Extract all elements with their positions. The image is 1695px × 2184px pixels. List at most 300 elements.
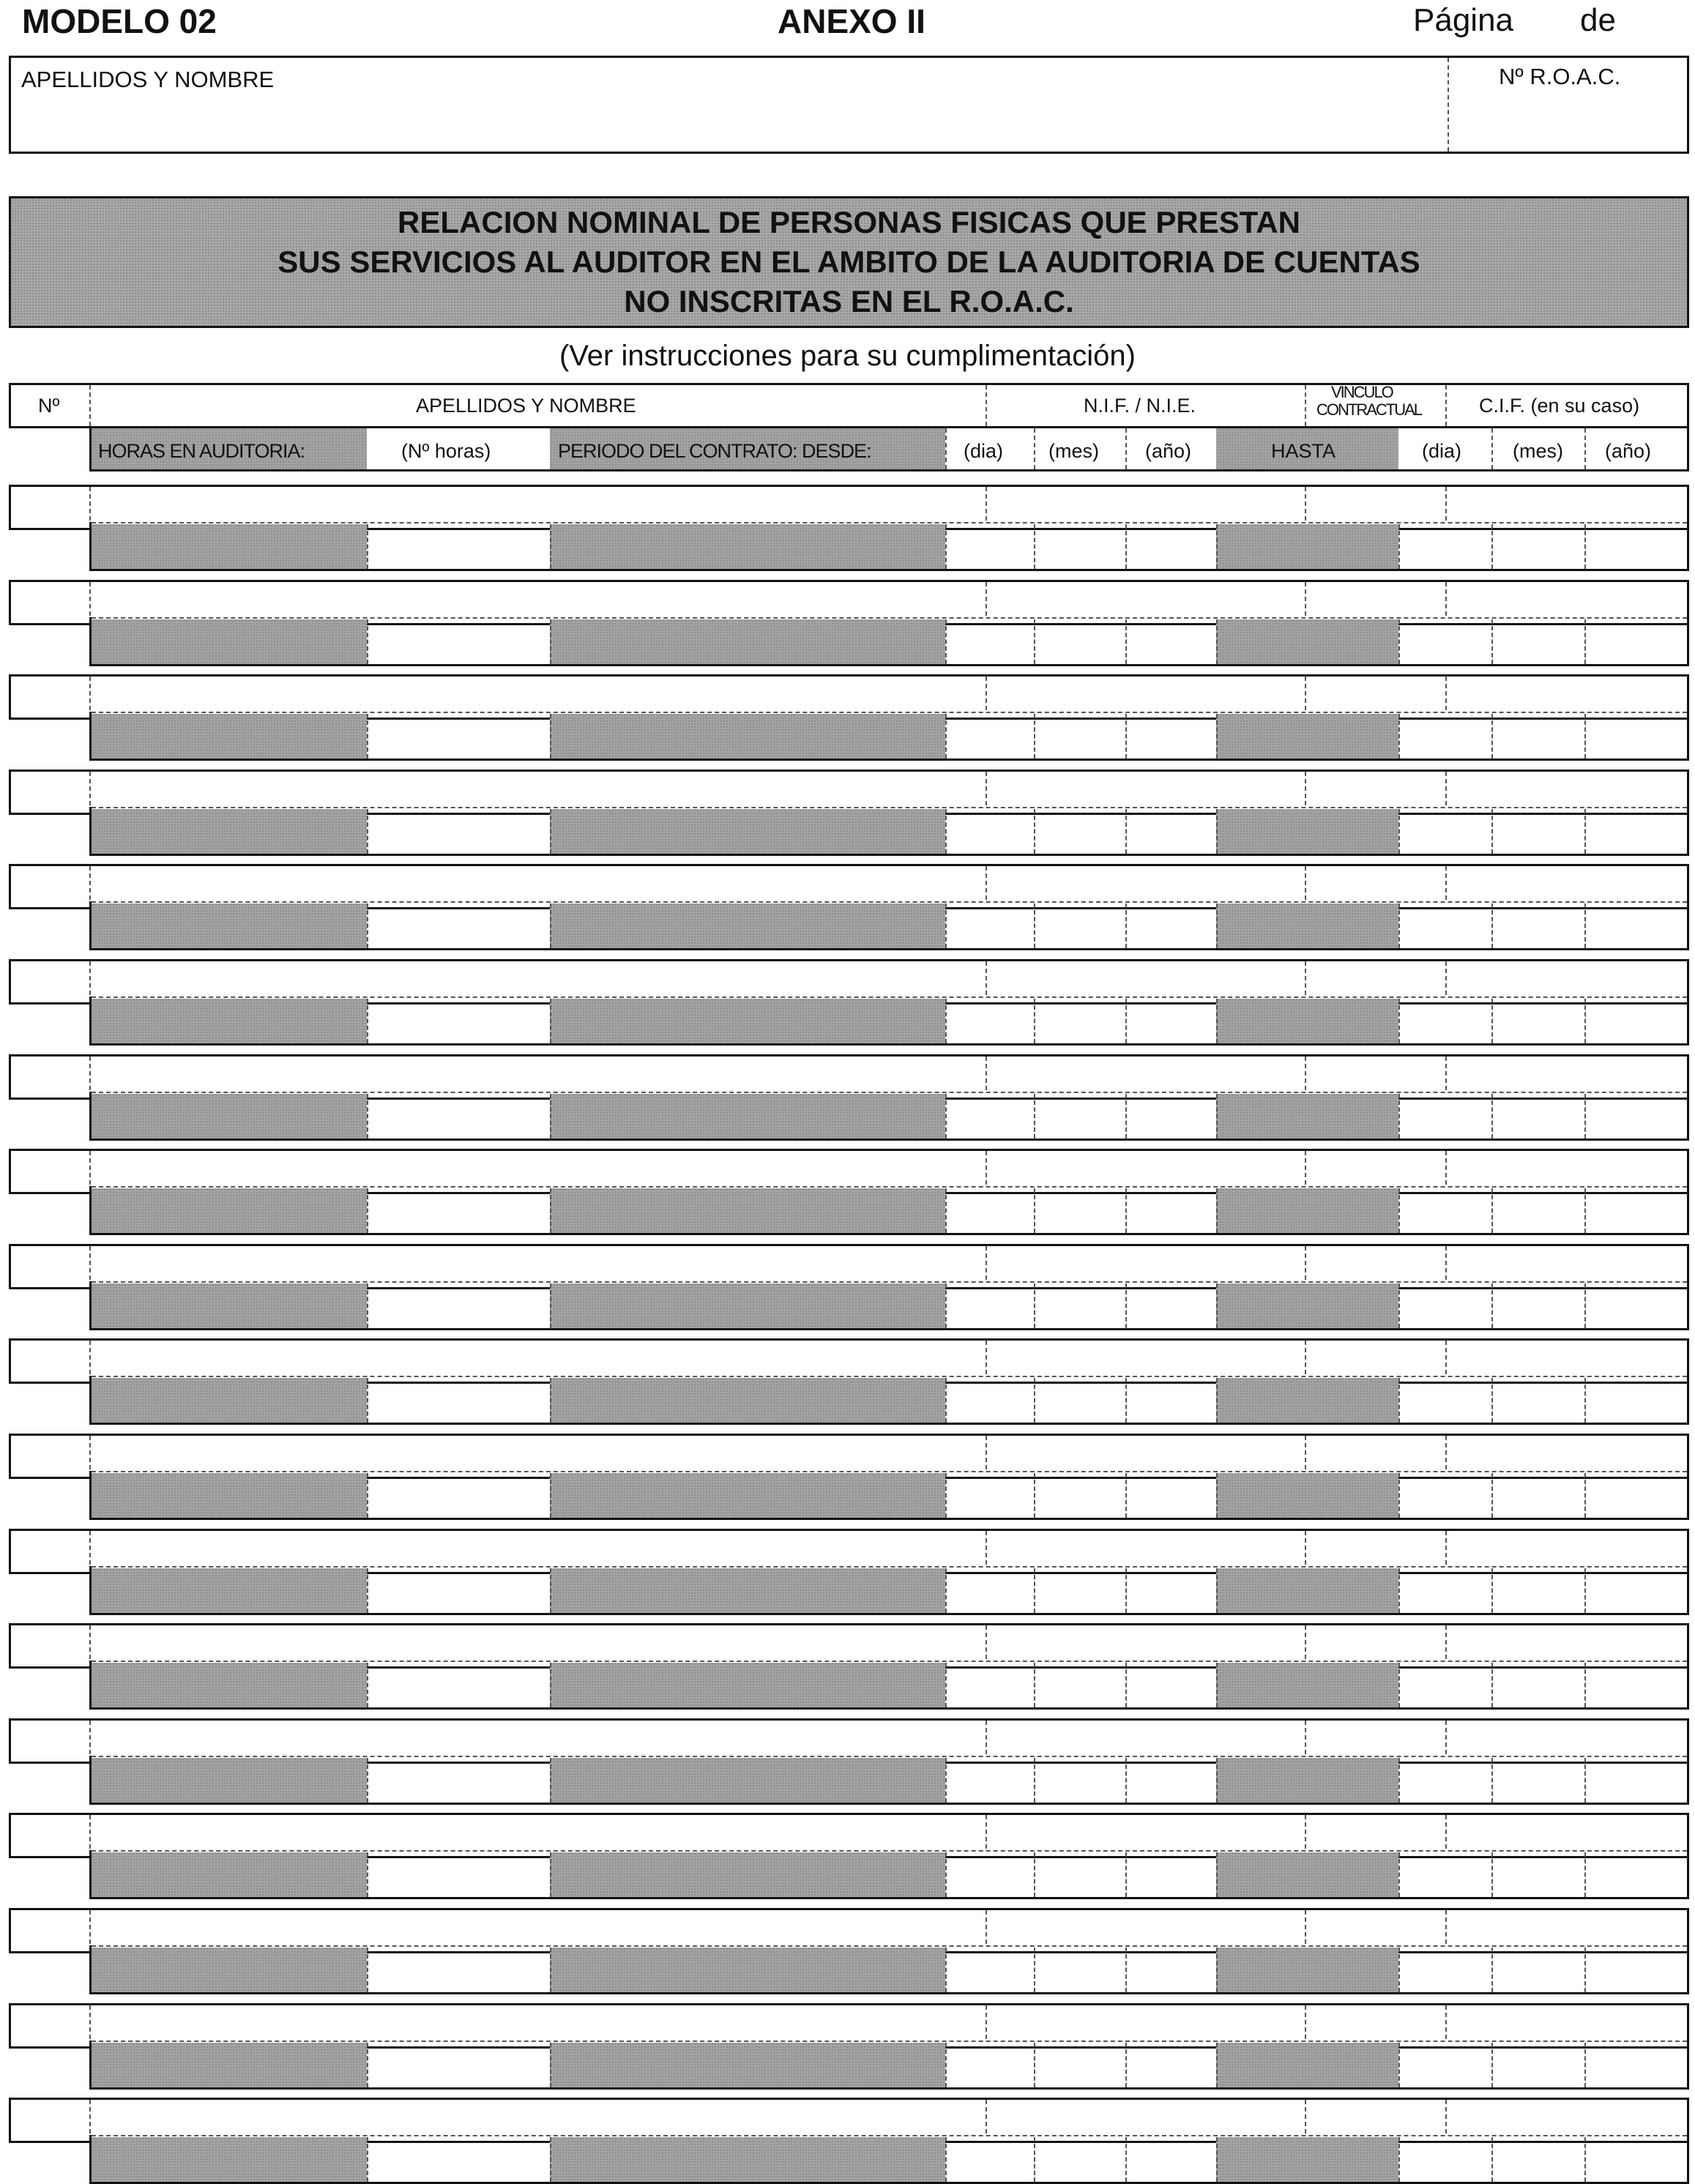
hours-input[interactable] — [369, 1190, 548, 1232]
hours-input[interactable] — [369, 905, 548, 947]
hours-input[interactable] — [369, 526, 548, 568]
hours-input[interactable] — [369, 1475, 548, 1517]
from-day-input[interactable] — [947, 905, 1032, 947]
vinculo-input[interactable] — [1309, 1532, 1441, 1564]
name-input[interactable] — [94, 1057, 981, 1089]
until-gray-cell — [1216, 903, 1398, 948]
until-day-input[interactable] — [1401, 1570, 1489, 1612]
nif-input[interactable] — [990, 1816, 1300, 1848]
until-day-input[interactable] — [1401, 1475, 1489, 1517]
hours-input[interactable] — [369, 621, 548, 663]
identity-divider — [1448, 58, 1449, 152]
num-input[interactable] — [12, 583, 85, 615]
divider — [986, 1910, 987, 1944]
from-day-input[interactable] — [947, 1285, 1032, 1327]
name-input[interactable] — [94, 772, 981, 805]
from-day-input[interactable] — [947, 1190, 1032, 1232]
until-day-input[interactable] — [1401, 1949, 1489, 1991]
until-year-input[interactable] — [1587, 621, 1687, 663]
banner-line-3: NO INSCRITAS EN EL R.O.A.C. — [624, 284, 1074, 318]
until-month-input[interactable] — [1494, 1000, 1582, 1043]
until-day-input[interactable] — [1401, 1285, 1489, 1327]
divider — [550, 1094, 551, 1138]
row-divider — [92, 1756, 1687, 1757]
from-month-input[interactable] — [1036, 1759, 1123, 1802]
vinculo-input[interactable] — [1309, 2006, 1441, 2038]
cif-input[interactable] — [1450, 1247, 1684, 1279]
from-day-input[interactable] — [947, 1095, 1032, 1138]
nif-input[interactable] — [990, 962, 1300, 994]
hours-gray-cell — [92, 1378, 367, 1423]
divider — [1491, 2043, 1493, 2087]
divider — [1125, 428, 1127, 469]
divider — [986, 1341, 987, 1374]
hours-gray-cell — [92, 1283, 367, 1328]
until-month-input[interactable] — [1494, 1475, 1582, 1517]
period-gray-cell — [550, 1663, 945, 1707]
until-year-input[interactable] — [1587, 2044, 1687, 2087]
num-input[interactable] — [12, 1626, 85, 1658]
divider — [1491, 1663, 1493, 1707]
hours-gray-cell — [92, 1852, 367, 1897]
until-year-input[interactable] — [1587, 1949, 1687, 1991]
until-day-input[interactable] — [1401, 1379, 1489, 1422]
until-year-input[interactable] — [1587, 1379, 1687, 1422]
vinculo-input[interactable] — [1309, 677, 1441, 709]
nif-input[interactable] — [990, 583, 1300, 615]
from-month-input[interactable] — [1036, 1000, 1123, 1043]
name-input[interactable] — [94, 1436, 981, 1469]
num-input[interactable] — [12, 1247, 85, 1279]
until-month-input[interactable] — [1494, 1095, 1582, 1138]
divider — [550, 524, 551, 569]
from-day-input[interactable] — [947, 526, 1032, 568]
divider — [945, 1283, 947, 1328]
divider — [986, 677, 987, 710]
from-day-input[interactable] — [947, 1854, 1032, 1896]
name-input[interactable] — [94, 677, 981, 709]
until-year-input[interactable] — [1587, 905, 1687, 947]
until-day-input[interactable] — [1401, 1854, 1489, 1896]
divider — [1584, 999, 1586, 1043]
divider — [367, 903, 368, 948]
divider — [89, 2005, 91, 2039]
hours-unit-label: (Nº horas) — [401, 440, 491, 462]
row-divider — [92, 1945, 1687, 1947]
from-month-input[interactable] — [1036, 1475, 1123, 1517]
vinculo-input[interactable] — [1309, 488, 1441, 520]
roac-input[interactable] — [1450, 85, 1684, 149]
from-day-input[interactable] — [947, 1379, 1032, 1422]
cif-input[interactable] — [1450, 867, 1684, 899]
nif-input[interactable] — [990, 1247, 1300, 1279]
table-row — [9, 1338, 1689, 1425]
hours-input[interactable] — [369, 1285, 548, 1327]
num-input[interactable] — [12, 1816, 85, 1848]
table-row — [9, 1718, 1689, 1805]
divider — [1398, 1852, 1400, 1897]
until-day-input[interactable] — [1401, 905, 1489, 947]
name-input[interactable] — [94, 583, 981, 615]
from-day-input[interactable] — [947, 2044, 1032, 2087]
divider — [1125, 524, 1127, 569]
until-month-input[interactable] — [1494, 621, 1582, 663]
divider — [1584, 524, 1586, 569]
cif-input[interactable] — [1450, 2006, 1684, 2038]
until-month-input[interactable] — [1494, 1854, 1582, 1896]
until-year-input[interactable] — [1587, 1190, 1687, 1232]
divider — [1216, 1378, 1218, 1423]
period-label: PERIODO DEL CONTRATO: DESDE: — [558, 440, 871, 462]
from-day-input[interactable] — [947, 1475, 1032, 1517]
cif-input[interactable] — [1450, 488, 1684, 520]
until-month-input[interactable] — [1494, 1570, 1582, 1612]
vinculo-input[interactable] — [1309, 1247, 1441, 1279]
divider — [1216, 2043, 1218, 2087]
from-day-input[interactable] — [947, 1759, 1032, 1802]
cif-input[interactable] — [1450, 772, 1684, 805]
divider — [89, 1625, 91, 1659]
vinculo-input[interactable] — [1309, 1626, 1441, 1658]
from-year-input[interactable] — [1128, 905, 1214, 947]
hours-gray-cell — [92, 903, 367, 948]
divider — [550, 1473, 551, 1518]
divider — [1584, 1852, 1586, 1897]
divider — [1216, 524, 1218, 569]
until-day-input[interactable] — [1401, 2139, 1489, 2181]
name-input[interactable] — [94, 1152, 981, 1184]
name-input[interactable] — [94, 2006, 981, 2038]
from-year-input[interactable] — [1128, 2139, 1214, 2181]
divider — [89, 1721, 91, 1754]
divider — [367, 1378, 368, 1423]
hours-input[interactable] — [369, 1664, 548, 1707]
num-input[interactable] — [12, 677, 85, 709]
from-year-input[interactable] — [1128, 1475, 1214, 1517]
from-year-input[interactable] — [1128, 621, 1214, 663]
num-input[interactable] — [12, 2006, 85, 2038]
until-year-input[interactable] — [1587, 1285, 1687, 1327]
until-month-input[interactable] — [1494, 1285, 1582, 1327]
name-input[interactable] — [15, 85, 1428, 149]
hours-input[interactable] — [369, 810, 548, 853]
nif-input[interactable] — [990, 2006, 1300, 2038]
name-input[interactable] — [94, 1341, 981, 1374]
vinculo-input[interactable] — [1309, 1816, 1441, 1848]
hours-input[interactable] — [369, 1949, 548, 1991]
from-month-input[interactable] — [1036, 905, 1123, 947]
hours-input[interactable] — [369, 2139, 548, 2181]
from-day-input[interactable] — [947, 715, 1032, 758]
divider — [945, 1852, 947, 1897]
from-month-input[interactable] — [1036, 715, 1123, 758]
divider — [1398, 1094, 1400, 1138]
cif-input[interactable] — [1450, 583, 1684, 615]
from-year-input[interactable] — [1128, 1000, 1214, 1043]
nif-input[interactable] — [990, 772, 1300, 805]
from-month-input[interactable] — [1036, 810, 1123, 853]
from-year-input[interactable] — [1128, 810, 1214, 853]
period-gray-cell — [550, 1852, 945, 1897]
name-input[interactable] — [94, 1816, 981, 1848]
name-input[interactable] — [94, 488, 981, 520]
num-input[interactable] — [12, 1152, 85, 1184]
divider — [945, 903, 947, 948]
from-month-input[interactable] — [1036, 1095, 1123, 1138]
from-month-input[interactable] — [1036, 1379, 1123, 1422]
nif-input[interactable] — [990, 1911, 1300, 1943]
divider — [89, 385, 91, 426]
divider — [945, 1948, 947, 1992]
until-month-input[interactable] — [1494, 810, 1582, 853]
from-month-input[interactable] — [1036, 1854, 1123, 1896]
hours-input[interactable] — [369, 1759, 548, 1802]
name-input[interactable] — [94, 1911, 981, 1943]
divider — [1034, 903, 1035, 948]
num-input[interactable] — [12, 488, 85, 520]
nif-input[interactable] — [990, 1436, 1300, 1469]
from-month-input[interactable] — [1036, 1664, 1123, 1707]
num-input[interactable] — [12, 867, 85, 899]
until-month-input[interactable] — [1494, 715, 1582, 758]
divider — [986, 1151, 987, 1185]
from-year-input[interactable] — [1128, 2044, 1214, 2087]
until-month-input[interactable] — [1494, 1949, 1582, 1991]
from-month-input[interactable] — [1036, 621, 1123, 663]
vinculo-input[interactable] — [1309, 1911, 1441, 1943]
from-day-input[interactable] — [947, 1570, 1032, 1612]
nif-input[interactable] — [990, 1341, 1300, 1374]
banner-line-1: RELACION NOMINAL DE PERSONAS FISICAS QUE PRESTAN — [398, 205, 1300, 239]
num-input[interactable] — [12, 962, 85, 994]
from-month-input[interactable] — [1036, 1190, 1123, 1232]
until-day-input[interactable] — [1401, 1190, 1489, 1232]
divider — [367, 714, 368, 759]
nif-input[interactable] — [990, 1626, 1300, 1658]
from-year-input[interactable] — [1128, 1949, 1214, 1991]
until-year-input[interactable] — [1587, 1000, 1687, 1043]
until-year-input[interactable] — [1587, 715, 1687, 758]
until-year-input[interactable] — [1587, 1759, 1687, 1802]
divider — [1445, 1625, 1447, 1659]
divider — [1125, 1473, 1127, 1518]
until-year-input[interactable] — [1587, 1475, 1687, 1517]
divider — [945, 1758, 947, 1803]
num-input[interactable] — [12, 772, 85, 805]
until-month-input[interactable] — [1494, 1664, 1582, 1707]
from-year-input[interactable] — [1128, 1664, 1214, 1707]
name-input[interactable] — [94, 1247, 981, 1279]
from-month-input[interactable] — [1036, 2139, 1123, 2181]
until-day-input[interactable] — [1401, 621, 1489, 663]
nif-input[interactable] — [990, 677, 1300, 709]
num-input[interactable] — [12, 1436, 85, 1469]
divider — [367, 999, 368, 1043]
divider — [1398, 1378, 1400, 1423]
hours-input[interactable] — [369, 1095, 548, 1138]
until-day-input[interactable] — [1401, 715, 1489, 758]
name-input[interactable] — [94, 1721, 981, 1753]
from-month-input[interactable] — [1036, 2044, 1123, 2087]
divider — [1584, 1568, 1586, 1613]
from-day-input[interactable] — [947, 1949, 1032, 1991]
name-input[interactable] — [94, 2101, 981, 2133]
cif-input[interactable] — [1450, 962, 1684, 994]
num-input[interactable] — [12, 1057, 85, 1089]
period-gray-cell — [550, 809, 945, 854]
until-month-input[interactable] — [1494, 526, 1582, 568]
nif-input[interactable] — [990, 1057, 1300, 1089]
table-row — [9, 769, 1689, 856]
until-month-input[interactable] — [1494, 905, 1582, 947]
instructions-note: (Ver instrucciones para su cumplimentación) — [559, 340, 1136, 372]
table-row — [9, 864, 1689, 950]
until-month-input[interactable] — [1494, 2044, 1582, 2087]
from-month-input[interactable] — [1036, 1949, 1123, 1991]
until-day-input[interactable] — [1401, 810, 1489, 853]
nif-input[interactable] — [990, 867, 1300, 899]
vinculo-input[interactable] — [1309, 772, 1441, 805]
divider — [1491, 714, 1493, 759]
hours-input[interactable] — [369, 1854, 548, 1896]
cif-input[interactable] — [1450, 1436, 1684, 1469]
from-day-input[interactable] — [947, 621, 1032, 663]
from-year-input[interactable] — [1128, 1759, 1214, 1802]
from-day-input[interactable] — [947, 810, 1032, 853]
from-year-input[interactable] — [1128, 1095, 1214, 1138]
from-year-input[interactable] — [1128, 1285, 1214, 1327]
cif-input[interactable] — [1450, 1911, 1684, 1943]
vinculo-input[interactable] — [1309, 1721, 1441, 1753]
period-gray-cell — [550, 1568, 945, 1613]
table-row — [9, 1529, 1689, 1615]
from-year-input[interactable] — [1128, 526, 1214, 568]
cif-input[interactable] — [1450, 677, 1684, 709]
cif-input[interactable] — [1450, 1152, 1684, 1184]
divider — [1398, 999, 1400, 1043]
from-day-input[interactable] — [947, 2139, 1032, 2181]
num-input[interactable] — [12, 1911, 85, 1943]
nif-input[interactable] — [990, 1152, 1300, 1184]
divider — [1216, 1473, 1218, 1518]
from-year-input[interactable] — [1128, 1570, 1214, 1612]
until-day-input[interactable] — [1401, 1664, 1489, 1707]
hours-input[interactable] — [369, 715, 548, 758]
divider — [367, 524, 368, 569]
from-month-input[interactable] — [1036, 526, 1123, 568]
vinculo-input[interactable] — [1309, 1152, 1441, 1184]
from-year-input[interactable] — [1128, 715, 1214, 758]
cif-input[interactable] — [1450, 1626, 1684, 1658]
name-input[interactable] — [94, 867, 981, 899]
cif-input[interactable] — [1450, 1721, 1684, 1753]
divider — [1125, 999, 1127, 1043]
from-day-input[interactable] — [947, 1000, 1032, 1043]
until-day-input[interactable] — [1401, 2044, 1489, 2087]
num-input[interactable] — [12, 1532, 85, 1564]
divider — [89, 2100, 91, 2133]
until-day-input[interactable] — [1401, 1095, 1489, 1138]
cif-input[interactable] — [1450, 1816, 1684, 1848]
divider — [1491, 619, 1493, 664]
name-input[interactable] — [94, 1532, 981, 1564]
cif-input[interactable] — [1450, 2101, 1684, 2133]
vinculo-input[interactable] — [1309, 962, 1441, 994]
cif-input[interactable] — [1450, 1057, 1684, 1089]
num-input[interactable] — [12, 1341, 85, 1374]
cif-input[interactable] — [1450, 1532, 1684, 1564]
num-input[interactable] — [12, 1721, 85, 1753]
hours-input[interactable] — [369, 1000, 548, 1043]
until-year-input[interactable] — [1587, 526, 1687, 568]
name-input[interactable] — [94, 1626, 981, 1658]
from-year-input[interactable] — [1128, 1190, 1214, 1232]
until-year-input[interactable] — [1587, 2139, 1687, 2181]
from-day-input[interactable] — [947, 1664, 1032, 1707]
vinculo-input[interactable] — [1309, 1436, 1441, 1469]
hours-gray-cell — [92, 524, 367, 569]
vinculo-input[interactable] — [1309, 867, 1441, 899]
vinculo-input[interactable] — [1309, 2101, 1441, 2133]
divider — [1491, 1188, 1493, 1233]
divider — [1491, 1852, 1493, 1897]
nif-input[interactable] — [990, 1721, 1300, 1753]
vinculo-input[interactable] — [1309, 1341, 1441, 1374]
hours-input[interactable] — [369, 1570, 548, 1612]
vinculo-input[interactable] — [1309, 1057, 1441, 1089]
from-year-input[interactable] — [1128, 1379, 1214, 1422]
from-year-input[interactable] — [1128, 1854, 1214, 1896]
hours-gray-cell — [92, 999, 367, 1043]
until-day-input[interactable] — [1401, 1000, 1489, 1043]
name-field-label: APELLIDOS Y NOMBRE — [21, 67, 275, 92]
divider — [1125, 809, 1127, 854]
until-month-input[interactable] — [1494, 2139, 1582, 2181]
name-input[interactable] — [94, 962, 981, 994]
divider — [1398, 714, 1400, 759]
divider — [1398, 1283, 1400, 1328]
num-input[interactable] — [12, 2101, 85, 2133]
vinculo-input[interactable] — [1309, 583, 1441, 615]
until-year-input[interactable] — [1587, 810, 1687, 853]
until-day-input[interactable] — [1401, 1759, 1489, 1802]
divider — [550, 1283, 551, 1328]
until-month-input[interactable] — [1494, 1759, 1582, 1802]
nif-input[interactable] — [990, 1532, 1300, 1564]
divider — [945, 1188, 947, 1233]
hours-input[interactable] — [369, 1379, 548, 1422]
until-month-input[interactable] — [1494, 1379, 1582, 1422]
until-day-input[interactable] — [1401, 526, 1489, 568]
until-year-input[interactable] — [1587, 1854, 1687, 1896]
until-month-input[interactable] — [1494, 1190, 1582, 1232]
divider — [1216, 714, 1218, 759]
until-year-input[interactable] — [1587, 1664, 1687, 1707]
divider — [1398, 1663, 1400, 1707]
until-year-input[interactable] — [1587, 1570, 1687, 1612]
col-num-label: Nº — [38, 395, 60, 417]
cif-input[interactable] — [1450, 1341, 1684, 1374]
nif-input[interactable] — [990, 2101, 1300, 2133]
until-gray-cell — [1216, 1473, 1398, 1518]
divider — [986, 866, 987, 900]
until-year-input[interactable] — [1587, 1095, 1687, 1138]
nif-input[interactable] — [990, 488, 1300, 520]
hours-input[interactable] — [369, 2044, 548, 2087]
from-month-input[interactable] — [1036, 1285, 1123, 1327]
from-month-input[interactable] — [1036, 1570, 1123, 1612]
divider — [1305, 677, 1306, 710]
